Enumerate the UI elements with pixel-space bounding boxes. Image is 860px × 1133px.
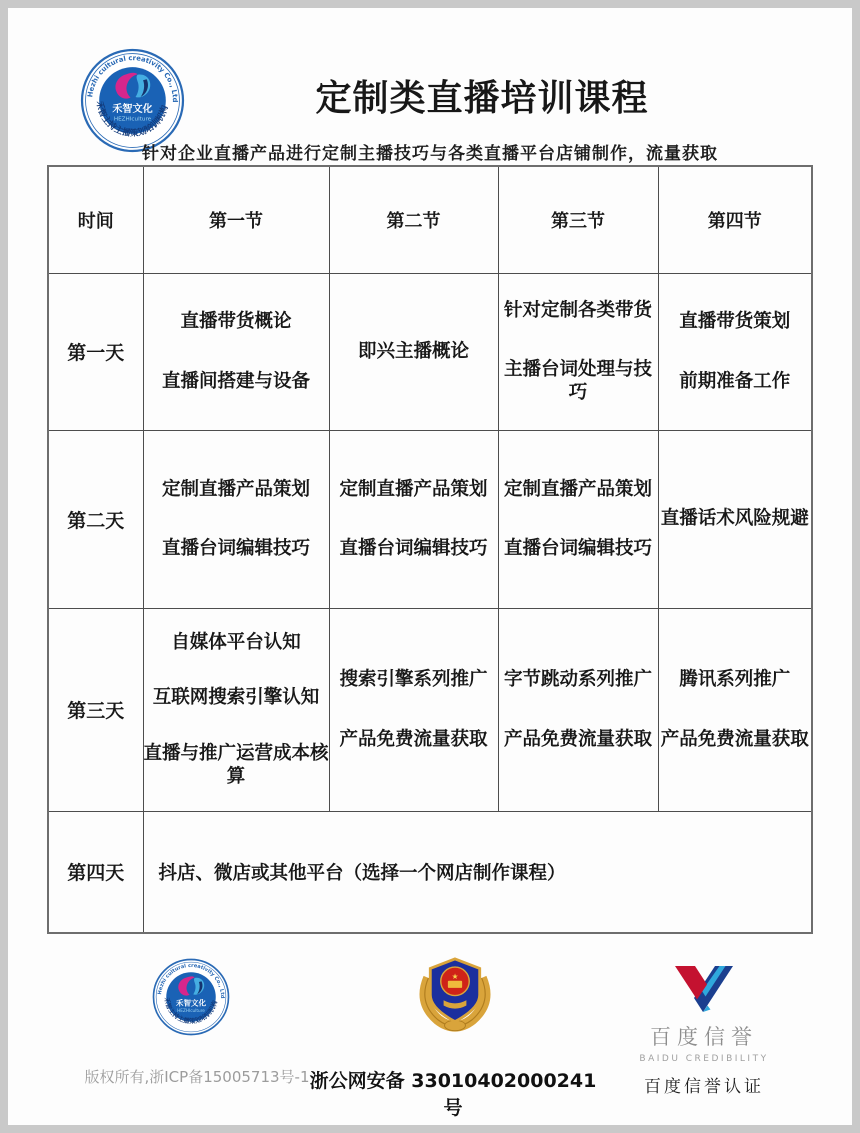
course-cell <box>498 273 658 430</box>
course-line: 直播与推广运营成本核算 <box>143 742 329 787</box>
logo-arc-bottom-text: 禾智主持主播策划培训机构 <box>162 996 220 1026</box>
course-line: 直播间搭建与设备 <box>161 370 310 392</box>
course-cell <box>658 273 812 430</box>
baidu-credibility-en: BAIDU CREDIBILITY <box>639 1054 769 1064</box>
course-line: 抖店、微店或其他平台（选择一个网店制作课程） <box>158 862 566 884</box>
page <box>8 8 852 1125</box>
logo-arc-top-text: Hezhi cultural creativity Co., Ltd <box>157 962 226 999</box>
course-line: 腾讯系列推广 <box>679 669 791 691</box>
course-line: 定制直播产品策划 <box>161 478 310 500</box>
baidu-credibility-icon <box>674 965 734 1015</box>
page-title: 定制类直播培训课程 <box>315 78 649 119</box>
header-cell-time: 时间 <box>48 166 143 273</box>
svg-text:★: ★ <box>451 971 459 981</box>
table-row-day1 <box>48 273 812 430</box>
logo-name-cn: 禾智文化 <box>112 104 153 116</box>
header-cell-session3: 第三节 <box>498 166 658 273</box>
icp-copyright-text: 版权所有,浙ICP备15005713号-1 <box>84 1068 310 1086</box>
course-line: 定制直播产品策划 <box>339 478 488 500</box>
hezhi-logo-small-icon <box>152 958 230 1036</box>
course-line: 字节跳动系列推广 <box>503 669 652 691</box>
course-line: 定制直播产品策划 <box>503 478 652 500</box>
course-line: 针对定制各类带货 <box>503 299 652 321</box>
day-cell: 第二天 <box>48 430 143 608</box>
course-line: 自媒体平台认知 <box>171 632 301 654</box>
day-cell: 第四天 <box>48 811 143 933</box>
course-line: 即兴主播概论 <box>357 340 469 362</box>
baidu-credibility-block <box>604 965 804 1097</box>
course-cell <box>329 273 498 430</box>
page-subtitle: 针对企业直播产品进行定制主播技巧与各类直播平台店铺制作，流量获取 <box>142 144 718 164</box>
course-line: 产品免费流量获取 <box>339 728 488 750</box>
course-line: 直播台词编辑技巧 <box>339 538 488 559</box>
header-cell-session1: 第一节 <box>143 166 329 273</box>
course-line: 产品免费流量获取 <box>503 728 652 750</box>
table-row-day2 <box>48 430 812 608</box>
police-badge-icon <box>417 954 493 1038</box>
course-line: 直播带货策划 <box>679 311 791 333</box>
logo-name-cn: 禾智文化 <box>176 998 206 1008</box>
course-cell <box>498 430 658 608</box>
course-cell <box>658 430 812 608</box>
course-line: 直播带货概论 <box>180 311 292 333</box>
course-cell <box>143 430 329 608</box>
course-cell <box>498 608 658 811</box>
course-line: 互联网搜索引擎认知 <box>152 687 320 709</box>
course-line: 主播台词处理与技巧 <box>503 358 652 404</box>
table-header-row <box>48 166 812 273</box>
logo-arc-top-text: Hezhi cultural creativity Co., Ltd <box>86 54 179 103</box>
course-line: 直播台词编辑技巧 <box>503 538 652 559</box>
course-line: 前期准备工作 <box>679 370 791 392</box>
header-cell-session4: 第四节 <box>658 166 812 273</box>
course-cell <box>658 608 812 811</box>
day-cell: 第三天 <box>48 608 143 811</box>
course-cell <box>329 430 498 608</box>
logo-name-en: HEZHIculture <box>113 116 152 123</box>
course-cell <box>329 608 498 811</box>
day-cell: 第一天 <box>48 273 143 430</box>
course-line: 直播话术风险规避 <box>660 508 809 530</box>
course-line: 搜索引擎系列推广 <box>339 669 488 691</box>
table-row-day4 <box>48 811 812 933</box>
course-cell <box>143 608 329 811</box>
header-cell-session2: 第二节 <box>329 166 498 273</box>
logo-arc-bottom-text: 禾智主持主播策划培训机构 <box>93 100 171 140</box>
course-line: 直播台词编辑技巧 <box>161 538 310 559</box>
logo-name-en: HEZHIculture <box>177 1008 205 1013</box>
police-filing-text: 浙公网安备 33010402000241号 <box>309 1070 597 1119</box>
course-cell-merged <box>143 811 812 933</box>
course-line: 产品免费流量获取 <box>660 728 809 750</box>
course-cell <box>143 273 329 430</box>
course-schedule-table <box>47 165 813 934</box>
baidu-credibility-cn: 百度信誉 <box>650 1025 758 1049</box>
baidu-cert-text: 百度信誉认证 <box>644 1077 764 1097</box>
table-row-day3 <box>48 608 812 811</box>
